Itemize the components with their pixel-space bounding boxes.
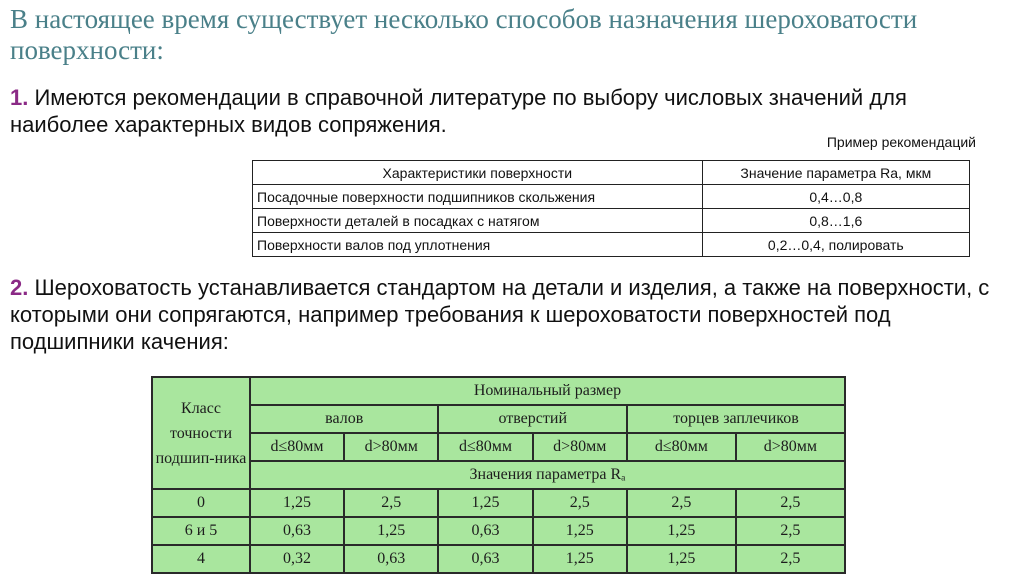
table-cell: 0,63 [250, 517, 344, 545]
point-1-text: Имеются рекомендации в справочной литературе по выбору числовых значений для наиболее характерных видов сопряжения. [10, 85, 907, 137]
table-cell: 2,5 [736, 517, 845, 545]
table-row [152, 517, 845, 545]
size-header: d≤80мм [627, 433, 736, 461]
group-header: отверстий [438, 405, 626, 433]
table-cell: 1,25 [438, 489, 532, 517]
size-header: d≤80мм [438, 433, 532, 461]
table-row [152, 489, 845, 517]
point-1 [10, 84, 1010, 138]
class-cell: 6 и 5 [152, 517, 250, 545]
table-cell: 1,25 [533, 545, 627, 573]
table-cell: Посадочные поверхности подшипников скольжения [253, 185, 703, 209]
table-cell: 2,5 [344, 489, 438, 517]
slide-title: В настоящее время существует несколько способов назначения шероховатости поверхности: [10, 4, 918, 65]
class-header: Класс точности подшип-ника [152, 377, 250, 489]
table-cell: 0,4…0,8 [702, 185, 969, 209]
column-header: Значение параметра Ra, мкм [702, 161, 969, 185]
table-cell: 0,32 [250, 545, 344, 573]
table-cell: 1,25 [627, 545, 736, 573]
recommendations-table [252, 160, 970, 257]
bearing-roughness-table [151, 376, 846, 574]
table-cell: 1,25 [627, 517, 736, 545]
column-header: Характеристики поверхности [253, 161, 703, 185]
point-2 [10, 274, 1010, 355]
table-cell: 2,5 [736, 489, 845, 517]
table-header-row [253, 161, 970, 185]
point-1-number: 1. [10, 85, 29, 110]
point-2-text: Шероховатость устанавливается стандартом на детали и изделия, а также на поверхности, с которыми они сопрягаются, например требования к шероховатости поверхностей под подшипники качения: [10, 275, 990, 354]
table-cell: 0,8…1,6 [702, 209, 969, 233]
table-cell: 1,25 [344, 517, 438, 545]
table-row [253, 185, 970, 209]
size-header: d>80мм [344, 433, 438, 461]
class-cell: 0 [152, 489, 250, 517]
group-header: торцев заплечиков [627, 405, 845, 433]
bearing-roughness-table-scan [151, 376, 846, 574]
table-cell: 1,25 [250, 489, 344, 517]
size-header: d>80мм [736, 433, 845, 461]
size-header: d>80мм [533, 433, 627, 461]
table-cell: 0,63 [344, 545, 438, 573]
table-cell: 2,5 [533, 489, 627, 517]
size-header: d≤80мм [250, 433, 344, 461]
table-cell: 2,5 [627, 489, 736, 517]
group-header: валов [250, 405, 438, 433]
recommendations-caption: Пример рекомендаций [826, 134, 976, 150]
table-cell: 1,25 [533, 517, 627, 545]
nominal-size-header: Номинальный размер [250, 377, 845, 405]
class-cell: 4 [152, 545, 250, 573]
table-cell: Поверхности валов под уплотнения [253, 233, 703, 257]
param-header: Значения параметра Rₐ [250, 461, 845, 489]
table-cell: 0,63 [438, 517, 532, 545]
table-cell: Поверхности деталей в посадках с натягом [253, 209, 703, 233]
table-cell: 0,63 [438, 545, 532, 573]
point-2-number: 2. [10, 275, 29, 300]
table-row [253, 209, 970, 233]
table-cell: 0,2…0,4, полировать [702, 233, 969, 257]
table-row [152, 545, 845, 573]
table-cell: 2,5 [736, 545, 845, 573]
table-row [253, 233, 970, 257]
